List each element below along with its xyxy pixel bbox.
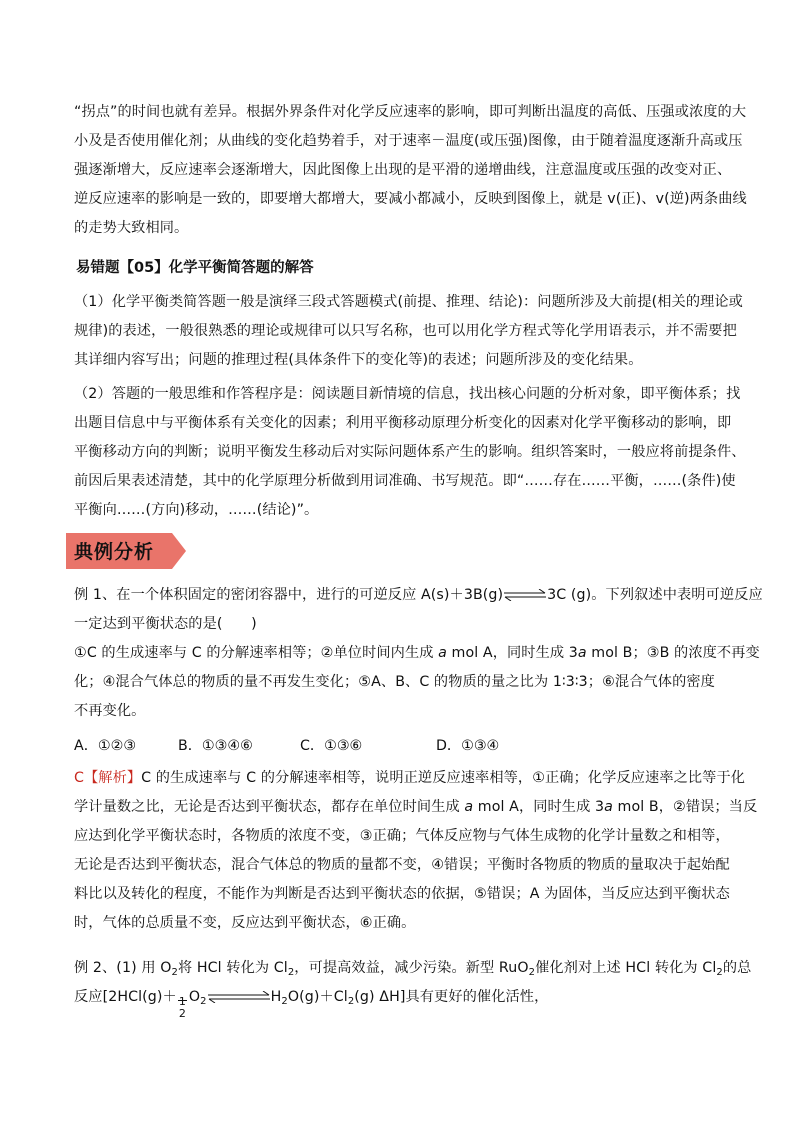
ex1-text: 例 1、在一个体积固定的密闭容器中，进行的可逆反应 A(s)＋3B(g) [74,587,504,603]
section-heading: 易错题【05】化学平衡简答题的解答 [76,260,314,276]
ex1-text: mol A，同时生成 3 [446,645,578,661]
subscript: 2 [171,967,178,978]
analysis-label: C【解析】 [74,770,142,786]
fraction-denominator: 2 [178,1007,186,1020]
p1-line: 其详细内容写出；问题的推理过程(具体条件下的变化等)的表述；问题所涉及的变化结果。 [74,352,643,368]
analysis-line [74,764,746,793]
ex1-line-5: 不再变化。 [74,703,146,719]
ex2-text: 将 HCl 转化为 Cl [177,960,288,976]
ex2-text: 反应[2HCl(g)＋ [74,989,177,1005]
intro-line: “拐点”的时间也就有差异。根据外界条件对化学反应速率的影响，即可判断出温度的高低、压强或浓度的大 [74,104,747,120]
fraction-numerator: 1 [178,995,186,1008]
ex1-line-3 [74,639,760,668]
subscript: 2 [716,967,723,978]
p1-line: （1）化学平衡类简答题一般是演绎三段式答题模式(前提、推理、结论)：问题所涉及大前提(相关的理论或 [74,294,743,310]
ex2-text: 例 2、(1) 用 O [74,960,172,976]
ex1-text: 3C (g)。下列叙述中表明可逆反应 [547,587,763,603]
p2-line: 前因后果表述清楚，其中的化学原理分析做到用词准确、书写规范。即“……存在……平衡，……(条件)使 [74,473,736,489]
subscript: 2 [347,996,355,1007]
subscript: 2 [528,967,536,978]
ex1-line-4: 化；④混合气体总的物质的量不再发生变化；⑤A、B、C 的物质的量之比为 1∶3∶3；⑥混合气体的密度 [74,674,715,690]
p2-line: （2）答题的一般思维和作答程序是：阅读题目新情境的信息，找出核心问题的分析对象，即平衡体系；找 [74,386,741,402]
ex1-line-2: 一定达到平衡状态的是( ) [74,616,257,632]
equilibrium-arrow-icon [503,589,547,601]
ex1-text: ①C 的生成速率与 C 的分解速率相等；②单位时间内生成 [74,645,439,661]
intro-line: 的走势大致相同。 [74,220,189,236]
p1-line: 规律)的表述，一般很熟悉的理论或规律可以只写名称，也可以用化学方程式等化学用语表示，并不需要把 [74,323,737,339]
ex2-text: H [270,989,282,1005]
analysis-line: 应达到化学平衡状态时，各物质的浓度不变，③正确；气体反应物与气体生成物的化学计量数之和相等， [74,828,730,844]
intro-paragraph [74,98,747,243]
intro-line: 逆反应速率的影响是一致的，即要增大都增大，要减小都减小，反映到图像上，就是 v(正)、v(逆)两条曲线 [74,191,747,207]
ex2-text: (g) ΔH]具有更好的催化活性， [354,989,549,1005]
var-a: a [604,799,613,815]
p2-line: 出题目信息中与平衡体系有关变化的因素；利用平衡移动原理分析变化的因素对化学平衡移动的影响，即 [74,415,732,431]
ex2-line-1 [74,954,752,983]
analysis-text: 学计量数之比，无论是否达到平衡状态，都存在单位时间生成 [74,799,465,815]
paragraph-1 [74,288,743,375]
ex2-text: 的总 [722,960,752,976]
ex1-line-1 [74,581,763,610]
option-a: A．①②③ [74,738,137,754]
paragraph-2 [74,380,746,525]
var-a: a [577,645,587,661]
ex2-text: O(g)＋Cl [287,989,348,1005]
analysis-text: mol A，同时生成 3 [473,799,605,815]
option-d: D．①③④ [436,738,500,754]
p2-line: 平衡移动方向的判断；说明平衡发生移动后对实际问题体系产生的影响。组织答案时，一般应将前提条件、 [74,444,746,460]
ex2-text: O [188,989,201,1005]
subscript: 2 [200,996,207,1007]
analysis-text: mol B，②错误；当反 [612,799,758,815]
option-c: C．①③⑥ [300,738,363,754]
ex1-text: mol B；③B 的浓度不再变 [586,645,760,661]
analysis-text: C 的生成速率与 C 的分解速率相等，说明正逆反应速率相等，①正确；化学反应速率之比等于化 [141,770,746,786]
p2-line: 平衡向……(方向)移动，……(结论)”。 [74,502,319,518]
subscript: 2 [287,967,295,978]
intro-line: 小及是否使用催化剂；从曲线的变化趋势着手，对于速率－温度(或压强)图像，由于随着温度逐渐升高或压 [74,133,743,149]
banner-label: 典例分析 [74,541,155,563]
analysis-line: 时，气体的总质量不变，反应达到平衡状态，⑥正确。 [74,915,416,931]
var-a: a [438,645,447,661]
analysis-line: 料比以及转化的程度，不能作为判断是否达到平衡状态的依据，⑤错误；A 为固体，当反应达到平衡状态 [74,886,730,902]
ex2-text: 催化剂对上述 HCl 转化为 Cl [535,960,717,976]
subscript: 2 [281,996,288,1007]
equilibrium-arrow-icon [207,991,271,1003]
option-b: B．①③④⑥ [178,738,253,754]
section-banner [66,533,186,569]
var-a: a [464,799,474,815]
example-1-question [74,581,763,726]
ex2-text: ，可提高效益，减少污染。新型 RuO [294,960,529,976]
analysis-line: 无论是否达到平衡状态，混合气体总的物质的量都不变，④错误；平衡时各物质的物质的量取决于起始配 [74,857,730,873]
ex2-line-2 [74,983,734,1020]
analysis-paragraph [74,764,758,938]
analysis-line [74,793,758,822]
example-2-question [74,954,752,1020]
intro-line: 强逐渐增大，反应速率会逐渐增大，因此图像上出现的是平滑的递增曲线，注意温度或压强的改变对正、 [74,162,732,178]
